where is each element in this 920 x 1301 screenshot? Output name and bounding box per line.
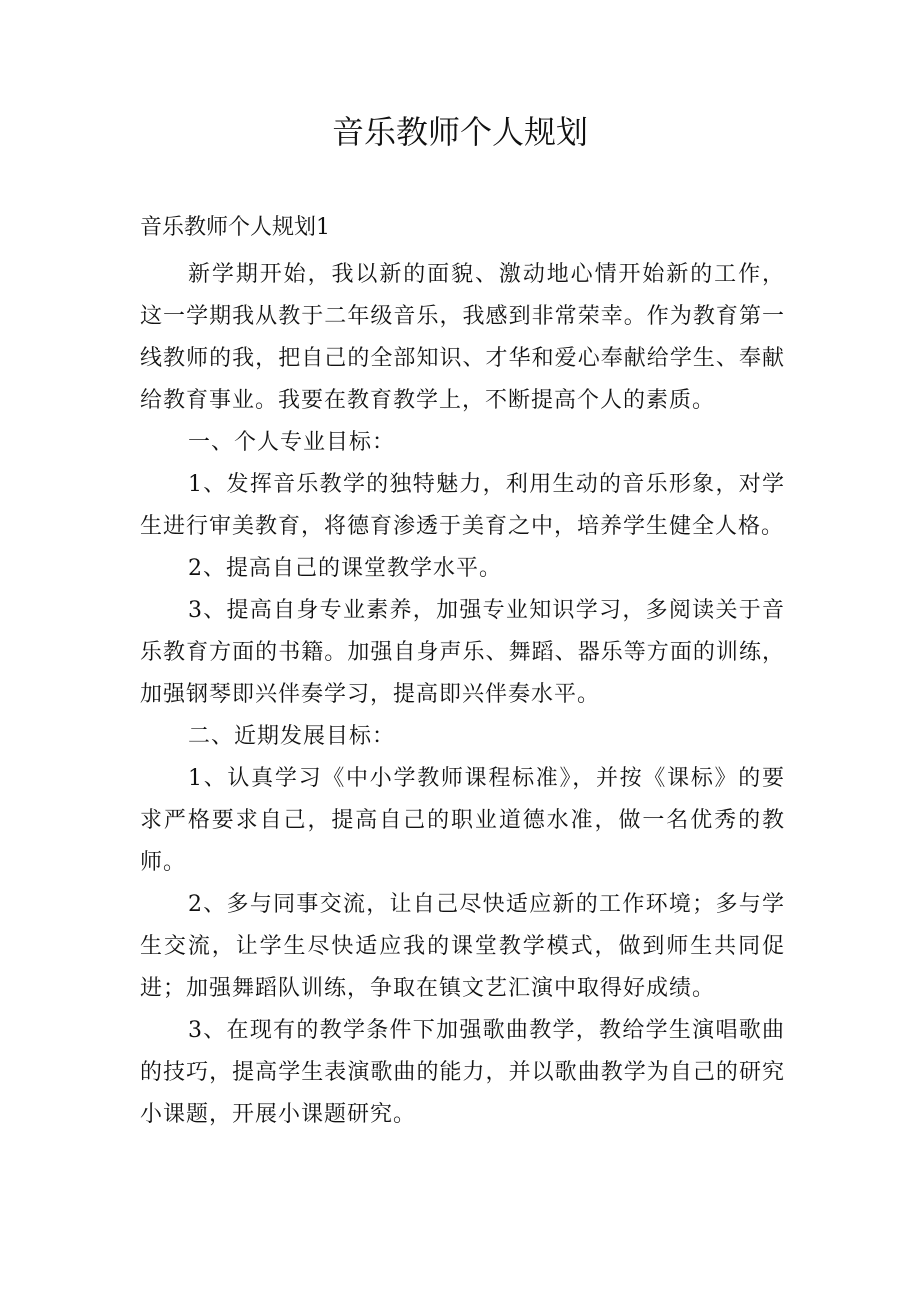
document-title: 音乐教师个人规划	[331, 113, 588, 151]
paragraph-near-term-3: 3、在现有的教学条件下加强歌曲教学，教给学生演唱歌曲的技巧，提高学生表演歌曲的能力，并以歌曲教学为自己的研究小课题，开展小课题研究。	[140, 1018, 785, 1127]
paragraph-near-term-2: 2、多与同事交流，让自己尽快适应新的工作环境；多与学生交流，让学生尽快适应我的课堂教学模式，做到师生共同促进；加强舞蹈队训练，争取在镇文艺汇演中取得好成绩。	[140, 892, 785, 1001]
paragraph-intro: 新学期开始，我以新的面貌、激动地心情开始新的工作，这一学期我从教于二年级音乐，我感到非常荣幸。作为教育第一线教师的我，把自己的全部知识、才华和爱心奉献给学生、奉献给教育事业。我要在教育教学上，不断提高个人的素质。	[140, 262, 785, 413]
paragraph-goal-2: 2、提高自己的课堂教学水平。	[188, 556, 502, 581]
document-body	[140, 254, 785, 1136]
section-title: 音乐教师个人规划1	[140, 215, 330, 240]
paragraph-near-term-1: 1、认真学习《中小学教师课程标准》，并按《课标》的要求严格要求自己，提高自己的职业道德水准，做一名优秀的教师。	[140, 766, 785, 875]
paragraph-goal-1: 1、发挥音乐教学的独特魅力，利用生动的音乐形象，对学生进行审美教育，将德育渗透于美育之中，培养学生健全人格。	[140, 472, 785, 539]
paragraph-goal-3: 3、提高自身专业素养，加强专业知识学习，多阅读关于音乐教育方面的书籍。加强自身声乐、舞蹈、器乐等方面的训练，加强钢琴即兴伴奏学习，提高即兴伴奏水平。	[140, 598, 785, 707]
heading-near-term-goals: 二、近期发展目标：	[188, 724, 396, 749]
heading-personal-goals: 一、个人专业目标：	[188, 430, 396, 455]
